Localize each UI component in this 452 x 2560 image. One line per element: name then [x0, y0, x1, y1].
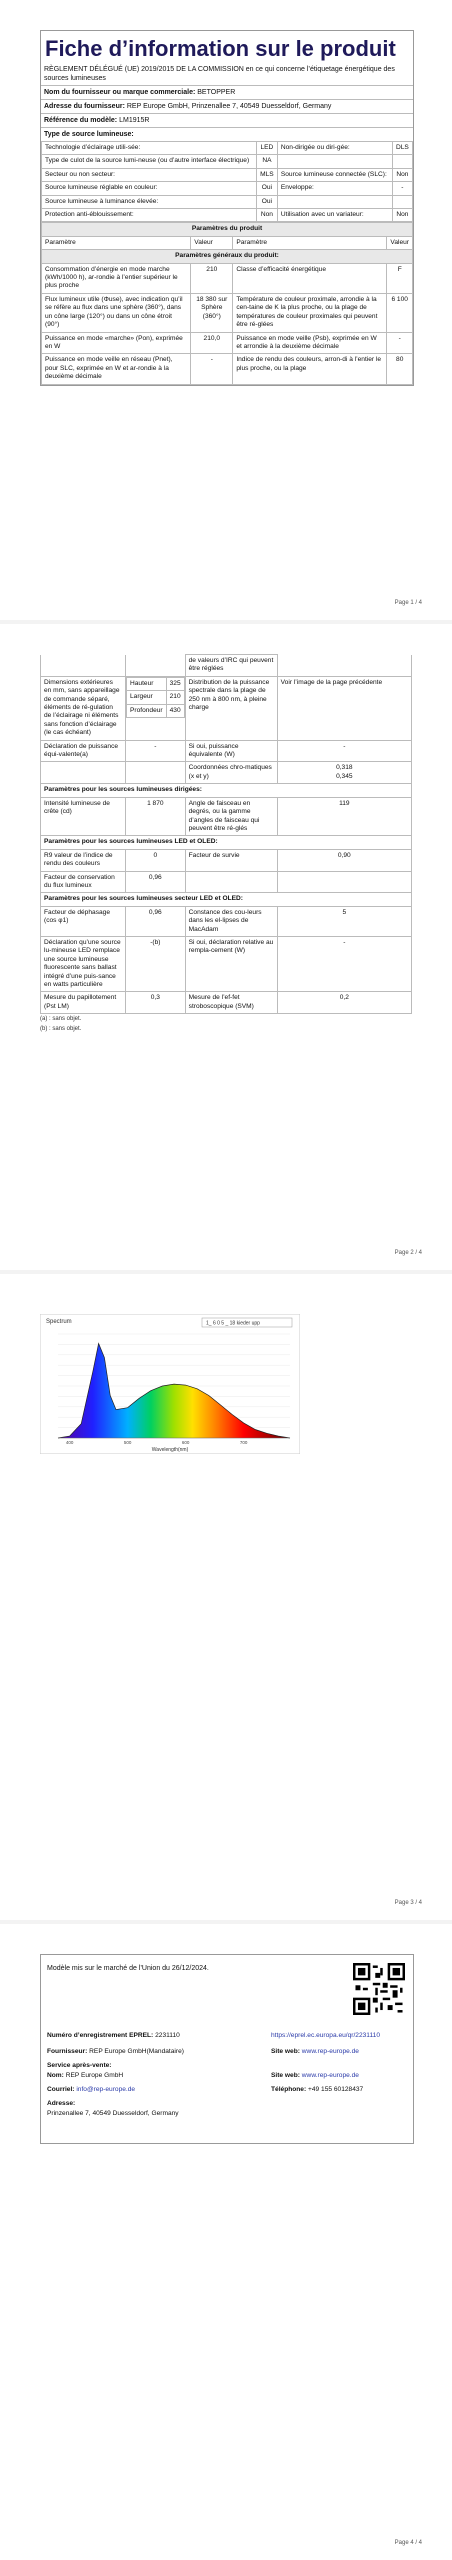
dimension-cell: 325	[166, 677, 184, 690]
footnote-a: (a) : sans objet.	[40, 1016, 82, 1023]
directional-cell: Intensité lumineuse de crête (cd)	[41, 797, 126, 836]
page-number: Page 4 / 4	[394, 2540, 422, 2546]
eprel-number: 2231110	[155, 2032, 180, 2039]
params-table-continued	[40, 654, 412, 1014]
page-number: Page 2 / 4	[394, 1250, 422, 1256]
general-cell: 18 380 sur Sphère (360°)	[191, 293, 233, 332]
general-cell: -	[387, 332, 413, 354]
dimension-row	[127, 691, 185, 704]
led-cell: Facteur de survie	[185, 849, 277, 871]
contact-left: Numéro d’enregistrement EPREL: 2231110 Fournisseur: REP Europe GmbH(Mandataire) Service après-vente: Nom: REP Europe GmbH Courriel: info@rep-europe.de Adresse: Prinzenallee 7, 40549 Duesseldorf, Germany	[47, 2031, 247, 2119]
mains-led-cell: -(b)	[126, 936, 186, 991]
col-param: Paramètre	[42, 236, 191, 249]
x-axis-label: Wavelength(nm)	[151, 1447, 189, 1453]
type-table	[41, 141, 413, 222]
dimension-row	[127, 677, 185, 690]
regulation-text: RÈGLEMENT DÉLÉGUÉ (UE) 2019/2015 DE LA COMMISSION en ce qui concerne l’étiquetage énergétique des sources lumineuses	[44, 66, 395, 82]
x-tick-label: 500	[123, 1440, 132, 1445]
spectral-label: Distribution de la puissance spectrale dans la plage de 250 nm à 800 nm, à pleine charge	[185, 676, 277, 740]
type-cell	[277, 155, 392, 168]
qr-code	[353, 1963, 405, 2015]
led-cell: 0,90	[277, 849, 411, 871]
dimension-cell: Largeur	[127, 691, 167, 704]
type-cell	[392, 155, 412, 168]
general-cell: Puissance en mode veille (Psb), exprimée en W et arrondie à la deuxième décimale	[233, 332, 387, 354]
col-value-2: Valeur	[387, 236, 413, 249]
type-cell: Source lumineuse réglable en couleur:	[42, 182, 257, 195]
type-row	[42, 195, 413, 208]
led-cell: 0,96	[126, 871, 186, 893]
dimensions-table	[126, 677, 185, 718]
general-cell: Puissance en mode veille en réseau (Pnet), pour SLC, exprimée en W et ar-rondie à la deuxième décimale	[42, 354, 191, 384]
general-cell: Indice de rendu des couleurs, arron-di à l’entier le plus proche, ou la plage	[233, 354, 387, 384]
mains-led-cell: 0,96	[126, 906, 186, 936]
supplier-name: REP Europe GmbH(Mandataire)	[89, 2048, 184, 2055]
general-cell: 210	[191, 263, 233, 293]
mains-led-row	[41, 936, 412, 991]
mains-led-cell: Déclaration qu’une source lu-mineuse LED remplace une source lumineuse fluorescente sans ballast intégré d’une puis-sance en watts particulière	[41, 936, 126, 991]
legend-label: 1_ 6 0 5 _ 18 kieder upp	[206, 1320, 260, 1327]
equivalent-row	[41, 762, 412, 784]
page-3	[0, 1274, 452, 1920]
dimension-row	[127, 704, 185, 717]
led-cell	[185, 871, 277, 893]
page-title: Fiche d’information sur le produit	[45, 36, 396, 61]
phone-value: +49 155 60128437	[308, 2086, 364, 2093]
general-cell: 6 100	[387, 293, 413, 332]
type-cell: Oui	[256, 195, 277, 208]
mains-led-cell: 0,3	[126, 992, 186, 1014]
params-continued	[40, 654, 412, 1034]
mains-led-row	[41, 992, 412, 1014]
type-cell: Utilisation avec un variateur:	[277, 209, 392, 222]
page-2	[0, 624, 452, 1270]
general-cell: Température de couleur proximale, arrondie à la cen-taine de K la plus proche, ou la plage de températures de couleur proximales qui peuvent être ré-glées	[233, 293, 387, 332]
col-value: Valeur	[191, 236, 233, 249]
type-cell: Oui	[256, 182, 277, 195]
brand-row: Nom du fournisseur ou marque commerciale: BETOPPER	[41, 85, 413, 99]
mains-led-cell: Constance des cou-leurs dans les el-lipses de MacAdam	[185, 906, 277, 936]
equivalent-row	[41, 740, 412, 762]
type-cell: Protection anti-éblouissement:	[42, 209, 257, 222]
mains-led-cell: Facteur de déphasage (cos φ1)	[41, 906, 126, 936]
led-section: Paramètres pour les sources lumineuses LED et OLED:	[41, 836, 412, 849]
mains-led-cell: 0,2	[277, 992, 411, 1014]
dimension-cell: Hauteur	[127, 677, 167, 690]
model-row: Référence du modèle: LM1915R	[41, 113, 413, 127]
equivalent-cell: -	[126, 740, 186, 762]
led-cell: R9 valeur de l’indice de rendu des couleurs	[41, 849, 126, 871]
equivalent-cell	[126, 762, 186, 784]
cri-continued: de valeurs d’IRC qui peuvent être réglées	[185, 655, 277, 677]
dimension-cell: 210	[166, 691, 184, 704]
general-row	[42, 332, 413, 354]
type-cell: NA	[256, 155, 277, 168]
x-tick-label: 600	[181, 1440, 190, 1445]
equivalent-cell: Coordonnées chro-matiques (x et y)	[185, 762, 277, 784]
type-cell: Secteur ou non secteur:	[42, 168, 257, 181]
general-title: Paramètres généraux du produit:	[42, 250, 413, 263]
mains-led-cell: -	[277, 936, 411, 991]
type-cell: Type de culot de la source lumi-neuse (ou d’autre interface électrique)	[42, 155, 257, 168]
mains-led-cell: Si oui, déclaration relative au rempla-cement (W)	[185, 936, 277, 991]
info-sheet-box	[40, 30, 414, 386]
equivalent-cell: 0,318 0,345	[277, 762, 411, 784]
type-section-heading: Type de source lumineuse:	[41, 127, 413, 141]
service-name: REP Europe GmbH	[65, 2072, 124, 2079]
page-1	[0, 0, 452, 620]
col-param-2: Paramètre	[233, 236, 387, 249]
contact-box	[40, 1954, 414, 2144]
address-heading: Adresse:	[47, 2100, 76, 2107]
params-table	[41, 222, 413, 384]
page-4	[0, 1924, 452, 2560]
mains-led-cell: Mesure de l’ef-fet stroboscopique (SVM)	[185, 992, 277, 1014]
general-row	[42, 263, 413, 293]
led-row	[41, 871, 412, 893]
equivalent-cell: Si oui, puissance équivalente (W)	[185, 740, 277, 762]
led-cell	[277, 871, 411, 893]
type-cell: DLS	[392, 142, 412, 155]
contact-right: https://eprel.ec.europa.eu/qr/2231110 Site web: www.rep-europe.de Site web: www.rep-europe.de Téléphone: +49 155 60128437	[271, 2032, 380, 2093]
dimension-cell: Profondeur	[127, 704, 167, 717]
general-cell: Consommation d’énergie en mode marche (kWh/1000 h), ar-rondie à l’entier supérieur le plus proche	[42, 263, 191, 293]
type-row	[42, 168, 413, 181]
type-cell	[392, 195, 412, 208]
type-row	[42, 142, 413, 155]
type-cell: MLS	[256, 168, 277, 181]
type-cell	[277, 195, 392, 208]
mains-led-section: Paramètres pour les sources lumineuses secteur LED et OLED:	[41, 893, 412, 906]
equivalent-cell: Déclaration de puissance équi-valente(a)	[41, 740, 126, 762]
address-value: Prinzenallee 7, 40549 Duesseldorf, Germany	[47, 2110, 179, 2117]
equivalent-cell: -	[277, 740, 411, 762]
mains-led-cell: Mesure du papillotement (Pst LM)	[41, 992, 126, 1014]
type-cell: Source lumineuse connectée (SLC):	[277, 168, 392, 181]
chart-title: Spectrum	[46, 1319, 72, 1325]
eprel-link[interactable]: https://eprel.ec.europa.eu/qr/2231110	[271, 2032, 380, 2039]
led-row	[41, 849, 412, 871]
directional-cell: 1 870	[126, 797, 186, 836]
x-tick-label: 700	[239, 1440, 248, 1445]
type-row	[42, 182, 413, 195]
general-cell: Classe d’efficacité énergétique	[233, 263, 387, 293]
directional-row	[41, 797, 412, 836]
directional-cell: Angle de faisceau en degrés, ou la gamme d’angles de faisceau qui peuvent être ré-glés	[185, 797, 277, 836]
page-number: Page 1 / 4	[394, 600, 422, 606]
spectral-value: Voir l’image de la page précédente	[277, 676, 411, 740]
service-website-link[interactable]: www.rep-europe.de	[301, 2072, 359, 2079]
general-cell: -	[191, 354, 233, 384]
market-date: Modèle mis sur le marché de l’Union du 26/12/2024.	[47, 1965, 209, 1972]
general-cell: Flux lumineux utile (Φuse), avec indication qu’il se réfère au flux dans une sphère (360°), dans un cône large (120°) ou dans un cône étroit (90°)	[42, 293, 191, 332]
type-cell: Enveloppe:	[277, 182, 392, 195]
dimensions-label: Dimensions extérieures en mm, sans appareillage de commande séparé, éléments de ré-gulation de l’éclairage ni éléments sans fonction d’éclairage (le cas échéant)	[41, 676, 126, 740]
general-row	[42, 293, 413, 332]
type-row	[42, 209, 413, 222]
type-cell: Non	[392, 209, 412, 222]
service-heading: Service après-vente:	[47, 2062, 112, 2069]
type-cell: Non	[392, 168, 412, 181]
type-cell: LED	[256, 142, 277, 155]
directional-cell: 119	[277, 797, 411, 836]
mains-led-row	[41, 906, 412, 936]
address-row: Adresse du fournisseur: REP Europe GmbH, Prinzenallee 7, 40549 Duesseldorf, Germany	[41, 99, 413, 113]
email-link[interactable]: info@rep-europe.de	[76, 2086, 136, 2093]
equivalent-cell	[41, 762, 126, 784]
page-number: Page 3 / 4	[394, 1900, 422, 1906]
general-cell: Puissance en mode «marche» (Pon), exprimée en W	[42, 332, 191, 354]
general-cell: F	[387, 263, 413, 293]
spectrum-chart	[40, 1314, 300, 1454]
directional-section: Paramètres pour les sources lumineuses dirigées:	[41, 784, 412, 797]
led-cell: 0	[126, 849, 186, 871]
type-cell: Non	[256, 209, 277, 222]
x-tick-label: 400	[65, 1440, 74, 1445]
general-cell: 210,0	[191, 332, 233, 354]
type-cell: Source lumineuse à luminance élevée:	[42, 195, 257, 208]
general-row	[42, 354, 413, 384]
type-cell: -	[392, 182, 412, 195]
footnote-b: (b) : sans objet.	[40, 1026, 82, 1033]
website-link[interactable]: www.rep-europe.de	[301, 2048, 359, 2055]
general-cell: 80	[387, 354, 413, 384]
led-cell: Facteur de conservation du flux lumineux	[41, 871, 126, 893]
type-cell: Technologie d’éclairage utili-sée:	[42, 142, 257, 155]
type-cell: Non-dirigée ou diri-gée:	[277, 142, 392, 155]
type-row	[42, 155, 413, 168]
params-title: Paramètres du produit	[42, 223, 413, 236]
dimension-cell: 430	[166, 704, 184, 717]
mains-led-cell: 5	[277, 906, 411, 936]
